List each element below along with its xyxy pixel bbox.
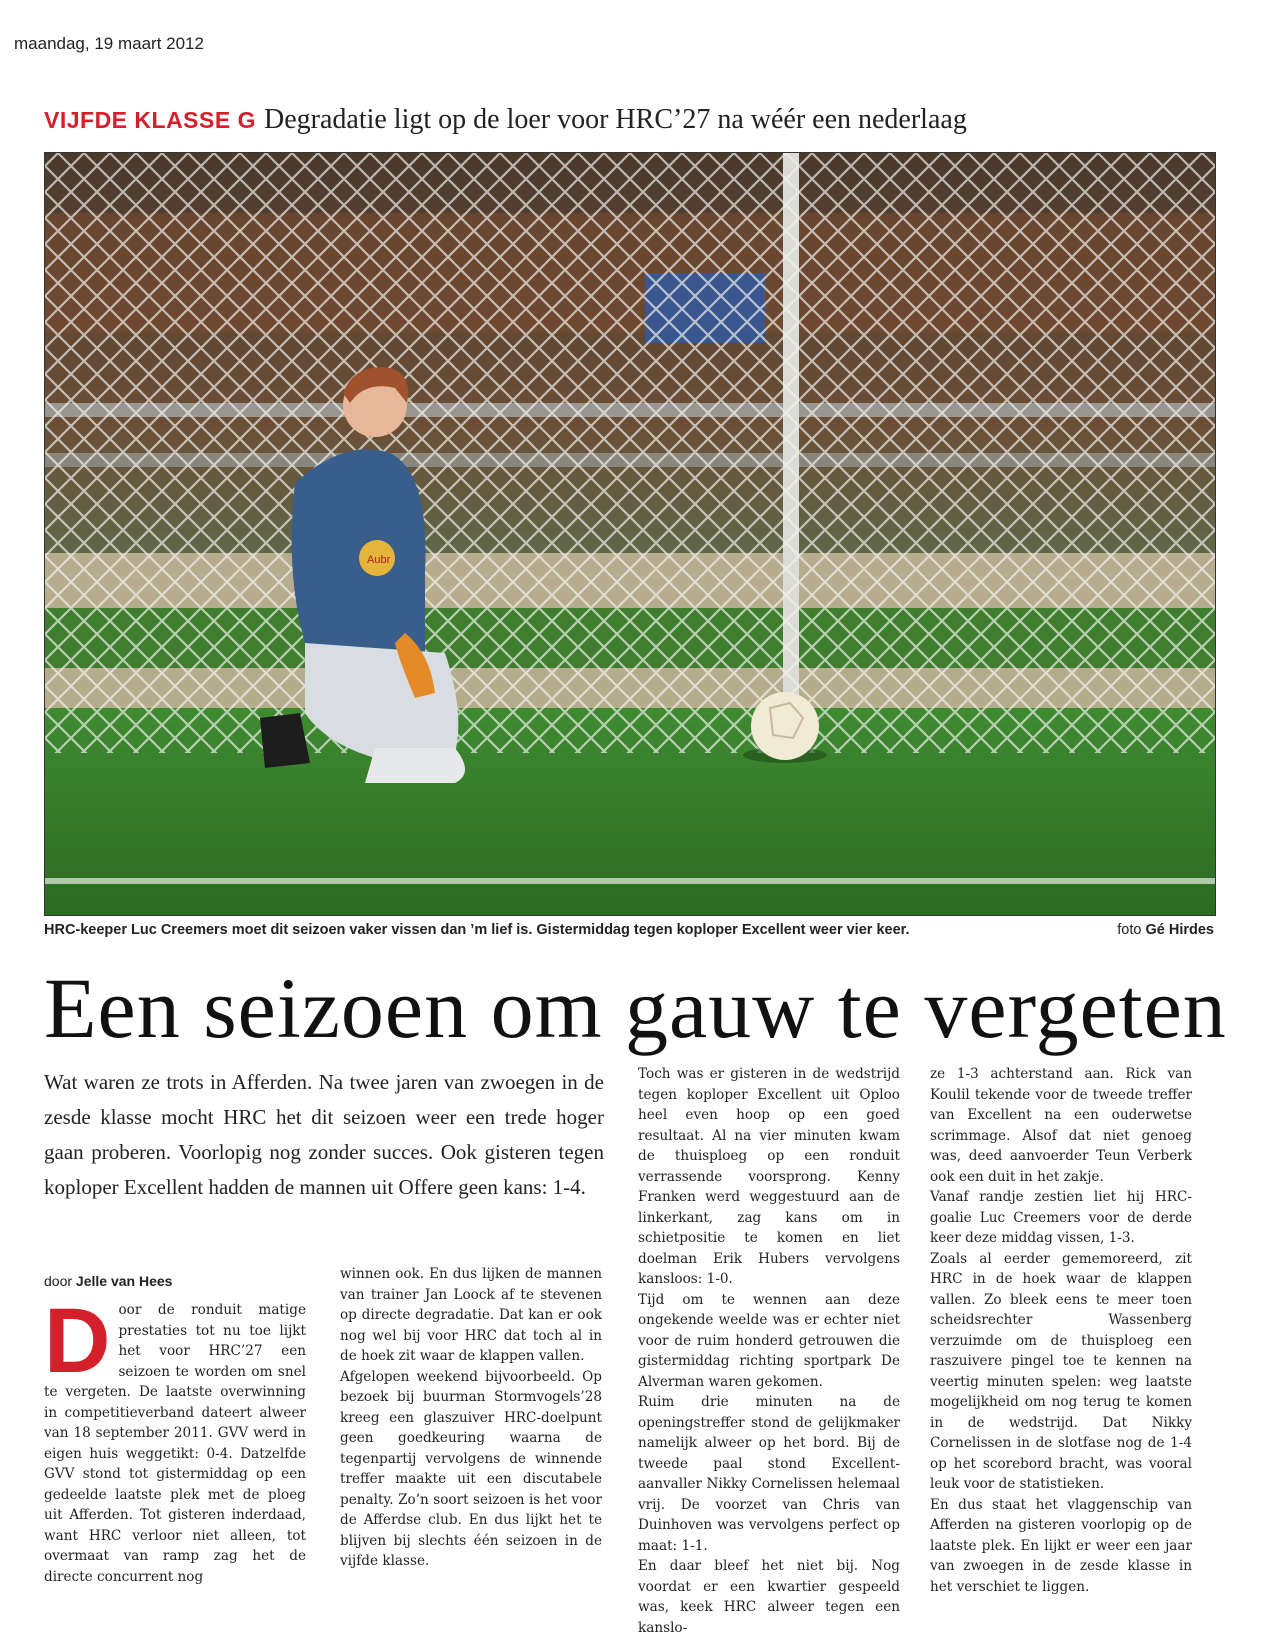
article-column-2	[340, 1264, 602, 1572]
shirt-sponsor-text: Aubr	[367, 554, 391, 566]
photo-caption: HRC-keeper Luc Creemers moet dit seizoen vaker vissen dan ’m lief is. Gistermiddag tegen koploper Excellent weer vier keer.	[44, 922, 910, 938]
paragraph: oor de ronduit matige prestaties tot nu toe lijkt het voor HRC’27 een seizoen te worden om snel te vergeten. De laatste overwinning in competitieverband dateert alweer van 18 september 2011. GVV werd in eigen huis weggetikt: 0-4. Datzelfde GVV stond tot gistermiddag op een gedeelde laatste plek met de ploeg uit Afferden. Tot gisteren inderdaad, want HRC verloor niet alleen, tot overmaat van ramp zag het de directe concurrent nog	[44, 1302, 306, 1585]
kicker-line	[44, 104, 1244, 136]
byline-author: Jelle van Hees	[75, 1273, 173, 1289]
byline	[44, 1273, 172, 1289]
goalkeeper-photo-illustration	[45, 153, 1215, 915]
paragraph: winnen ook. En dus lijken de mannen van trainer Jan Loock af te stevenen op directe degradatie. Dat kan er ook nog wel bij voor HRC dat toch al in de hoek zit waar de klappen vallen.	[340, 1266, 602, 1364]
paragraph: Zoals al eerder gememoreerd, zit HRC in de hoek waar de klappen vallen. Zo bleek eens te meer toen scheidsrechter Wassenberg verzuimde om de thuisploeg een raszuivere pingel toe te kennen na veertig minuten spelen: weg laatste mogelijkheid om nog terug te komen in de wedstrijd. Dat Nikky Cornelissen in de slotfase nog de 1-4 op het scorebord bracht, was vooral leuk voor de statistieken.	[930, 1250, 1192, 1492]
page-date: maandag, 19 maart 2012	[14, 34, 204, 53]
paragraph: Vanaf randje zestien liet hij HRC-goalie Luc Creemers voor de derde keer deze middag vissen, 1-3.	[930, 1189, 1192, 1246]
photo-credit	[1117, 922, 1214, 938]
paragraph: En dus staat het vlaggenschip van Afferden na gisteren voorlopig op de laatste plek. En lijkt er weer een jaar van zwoegen in de zesde klasse in het verschiet te liggen.	[930, 1496, 1192, 1595]
credit-prefix: foto	[1117, 922, 1142, 938]
section-rubric: VIJFDE KLASSE G	[44, 107, 256, 133]
credit-name: Gé Hirdes	[1145, 922, 1214, 938]
paragraph: Toch was er gisteren in de wedstrijd tegen koploper Excellent uit Oploo heel even hoop op een goed resultaat. Al na vier minuten kwam de thuisploeg op een ronduit verrassende voorsprong. Kenny Franken werd weggestuurd aan de linkerkant, zag kans om in schietpositie te komen en liet doelman Erik Hubers vervolgens kansloos: 1-0.	[638, 1066, 900, 1287]
article-column-4	[930, 1064, 1192, 1597]
paragraph: Tijd om te wennen aan deze ongekende weelde was er echter niet voor de ruim honderd getrouwen die gistermiddag richting sportpark De Alverman waren gekomen.	[638, 1291, 900, 1390]
paragraph: ze 1-3 achterstand aan. Rick van Koulil tekende voor de tweede treffer van Excellent na een ouderwetse scrimmage. Alsof dat niet genoeg was, deed aanvoerder Teun Verberk ook een duit in het zakje.	[930, 1066, 1192, 1185]
paragraph: Afgelopen weekend bijvoorbeeld. Op bezoek bij buurman Stormvogels’28 kreeg een glaszuiver HRC-doelpunt geen goedkeuring waarna de tegenpartij vervolgens de winnende treffer maakte uit een discutabele penalty. Zo’n soort seizoen is het voor de Afferdse club. En dus lijkt het te blijven bij slechts één seizoen in de vijfde klasse.	[340, 1368, 602, 1569]
paragraph: Ruim drie minuten na de openingstreffer stond de gelijkmaker namelijk alweer op het bord. Bij de tweede paal stond Excellent-aanvaller Nikky Cornelissen helemaal vrij. De voorzet van Chris van Duinhoven was vervolgens perfect op maat: 1-1.	[638, 1394, 900, 1554]
article-headline: Een seizoen om gauw te vergeten	[44, 960, 1227, 1056]
paragraph: En daar bleef het niet bij. Nog voordat er een kwartier gespeeld was, keek HRC alweer tegen een kanslo-	[638, 1558, 900, 1636]
article-photo	[44, 152, 1216, 916]
byline-prefix: door	[44, 1273, 73, 1289]
article-intro: Wat waren ze trots in Afferden. Na twee jaren van zwoegen in de zesde klasse mocht HRC het dit seizoen weer een trede hoger gaan proberen. Voorlopig nog zonder succes. Ook gisteren tegen koploper Excellent hadden de mannen uit Offere geen kans: 1-4.	[44, 1070, 604, 1199]
kicker-subtitle: Degradatie ligt op de loer voor HRC’27 na wéér een nederlaag	[263, 104, 967, 135]
drop-cap: D	[44, 1290, 111, 1392]
article-column-1	[44, 1290, 306, 1587]
article-column-3	[638, 1064, 900, 1638]
